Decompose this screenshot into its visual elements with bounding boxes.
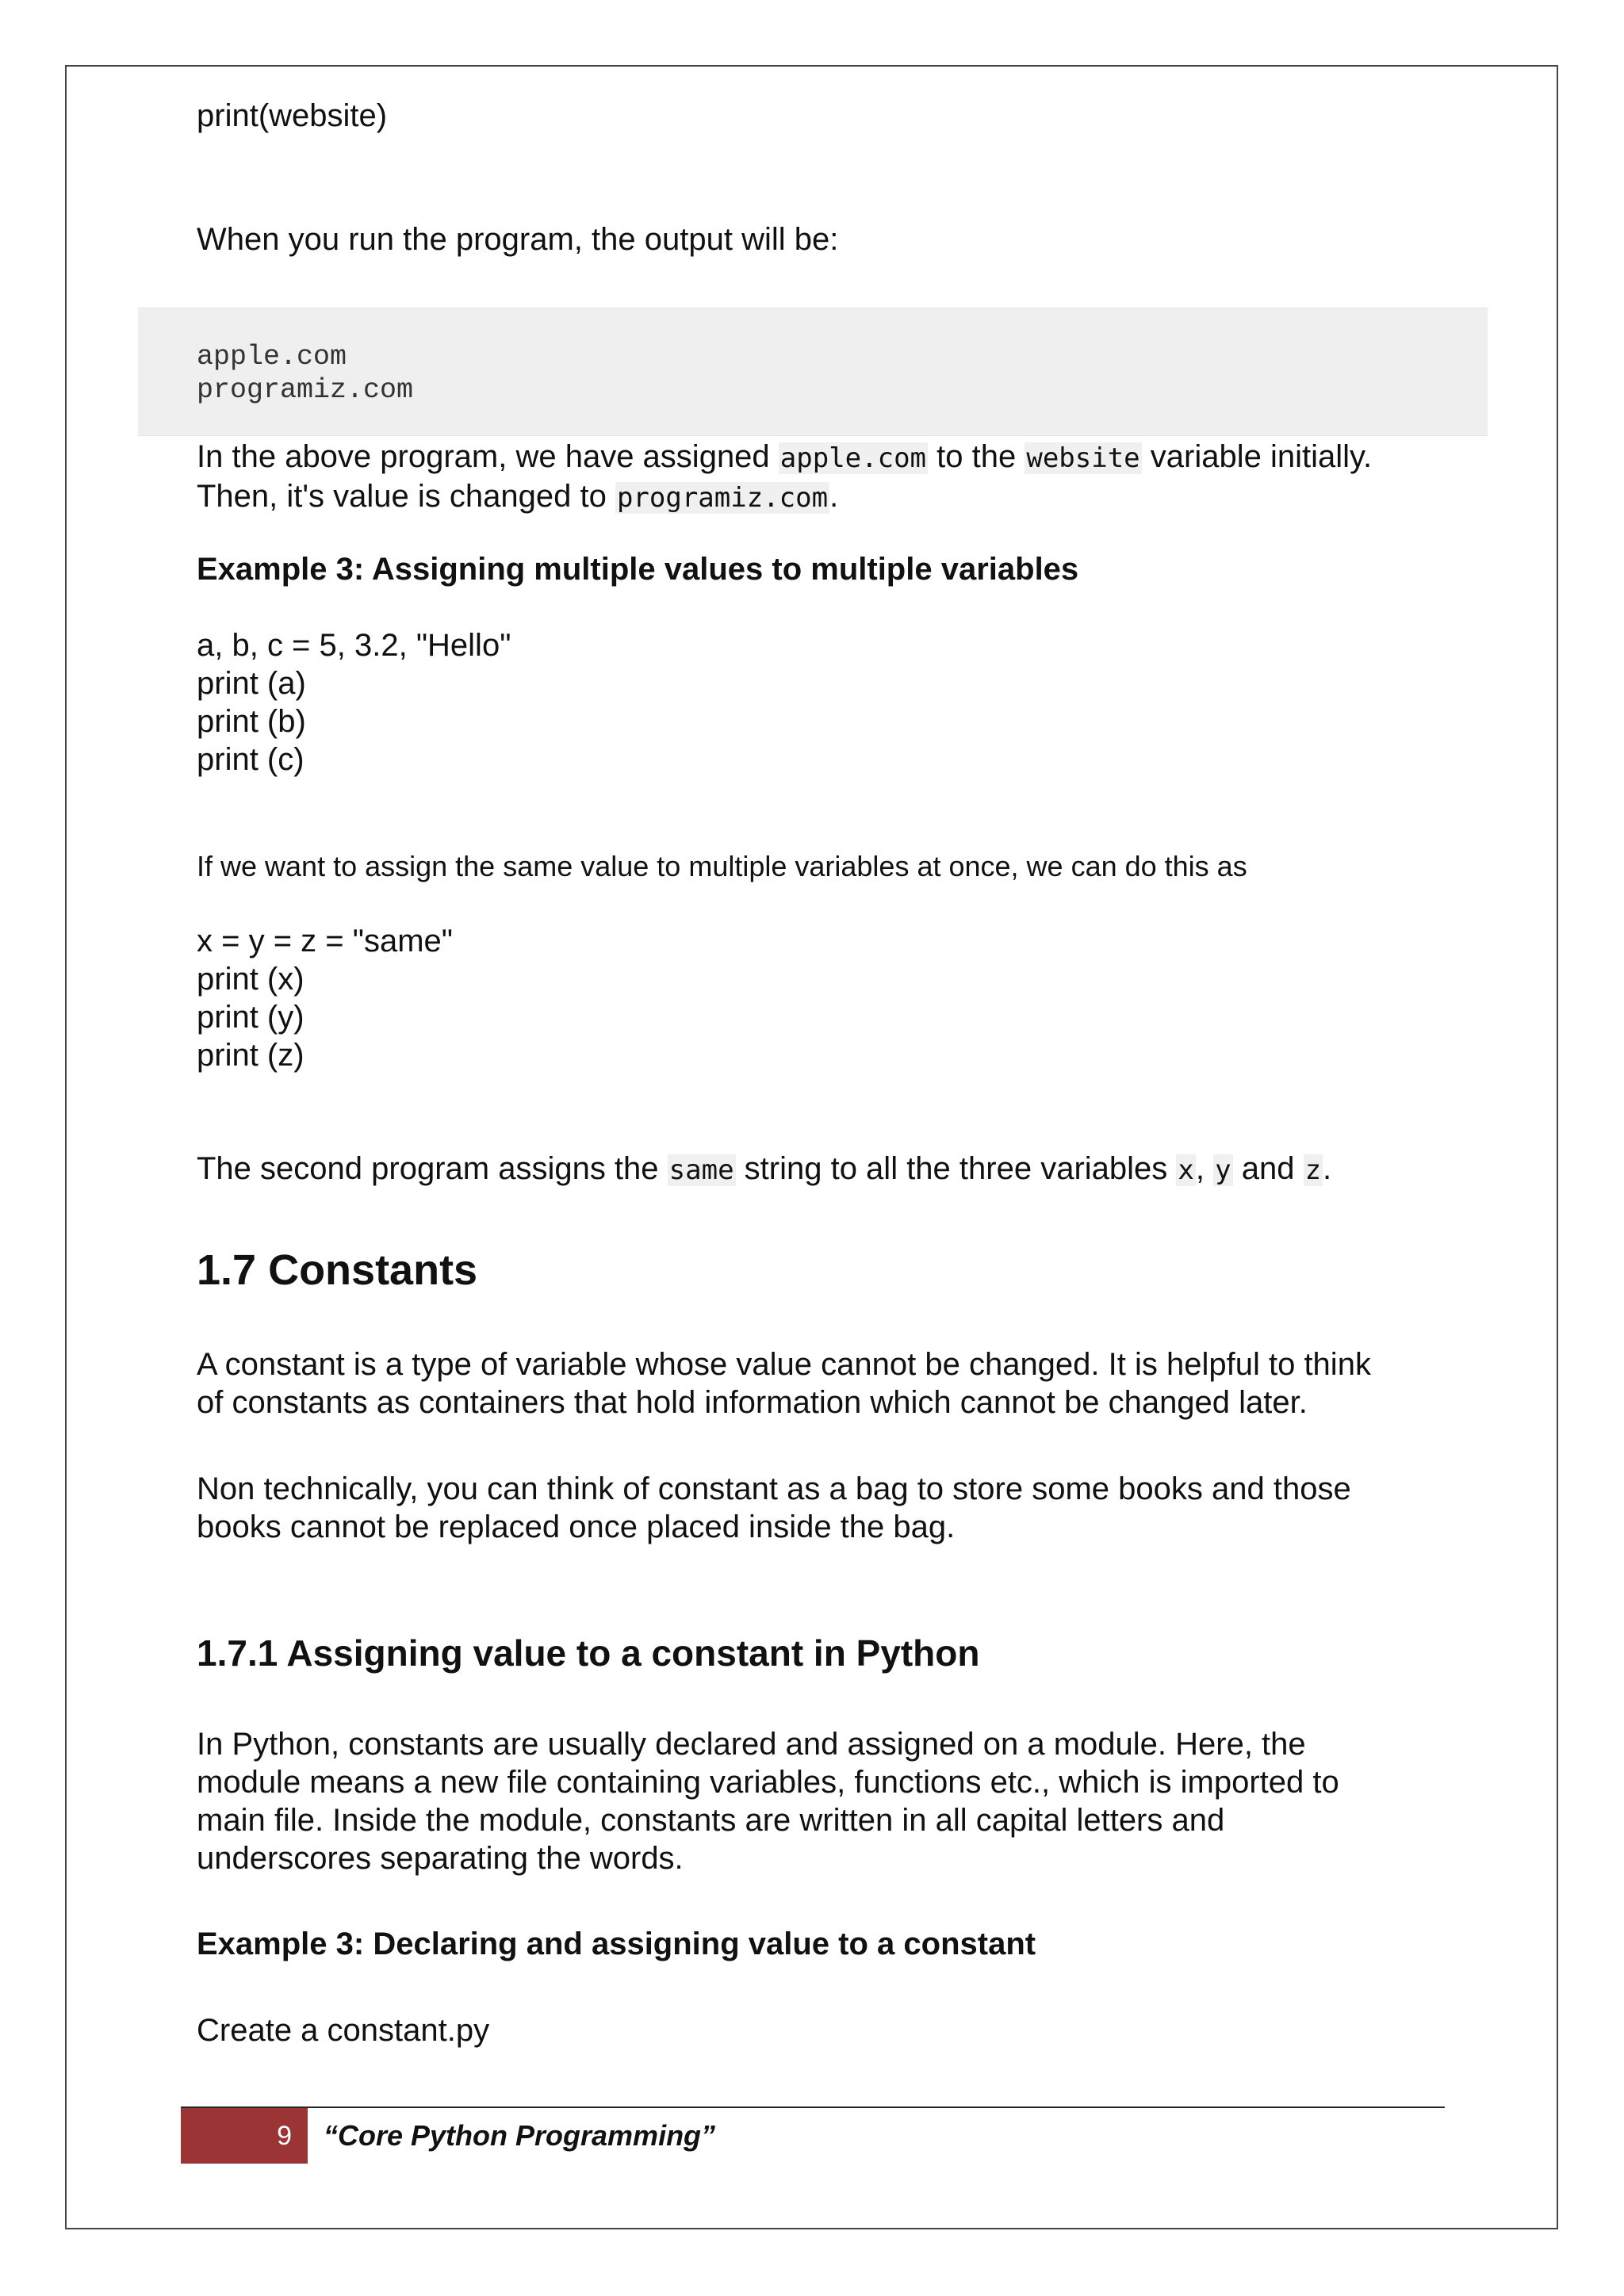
explanation-paragraph: In the above program, we have assigned apple.com to the website variable initially. Then, it's value is changed to programiz.com. (197, 439, 1373, 514)
same-value-code (197, 922, 453, 1074)
inline-code: x (1178, 1154, 1194, 1186)
footer-book-title: “Core Python Programming” (324, 2119, 716, 2152)
inline-code: website (1026, 442, 1140, 474)
code-line: print (z) (197, 1038, 304, 1073)
inline-code: apple.com (779, 442, 927, 474)
constants-paragraph-2: Non technically, you can think of constant as a bag to store some books and those books cannot be replaced once placed inside the bag. (197, 1471, 1351, 1544)
output-line: programiz.com (197, 374, 414, 406)
code-line: print (c) (197, 742, 304, 777)
example-3-declaring-heading: Example 3: Declaring and assigning value to a constant (197, 1927, 1036, 1961)
inline-code: same (668, 1154, 734, 1186)
module-paragraph: In Python, constants are usually declared and assigned on a module. Here, the module means a new file containing variables, functions etc., which is imported to main file. Inside the module, constants are written in all capital letters and underscores separating the words. (197, 1727, 1339, 1876)
section-heading-constants: 1.7 Constants (197, 1246, 478, 1294)
code-line: print (y) (197, 1000, 304, 1035)
inline-code: z (1304, 1154, 1322, 1186)
code-line: x = y = z = "same" (197, 924, 453, 959)
same-value-intro-text: If we want to assign the same value to multiple variables at once, we can do this as (197, 850, 1247, 882)
code-line: a, b, c = 5, 3.2, "Hello" (197, 628, 511, 663)
subsection-heading: 1.7.1 Assigning value to a constant in Python (197, 1632, 980, 1674)
code-line: print (a) (197, 666, 306, 701)
page-number: 9 (277, 2121, 292, 2151)
constants-paragraph-1: A constant is a type of variable whose value cannot be changed. It is helpful to think of constants as containers that hold information which cannot be changed later. (197, 1347, 1371, 1420)
create-constant-file-text: Create a constant.py (197, 2013, 490, 2048)
example-3-code (197, 626, 511, 779)
example-3-heading: Example 3: Assigning multiple values to multiple variables (197, 552, 1079, 587)
output-code-block (138, 308, 1488, 436)
inline-code: programiz.com (616, 482, 829, 514)
second-program-paragraph: The second program assigns the same string to all the three variables x, y and z. (197, 1151, 1332, 1186)
code-line: print (b) (197, 704, 306, 739)
output-line: apple.com (197, 341, 347, 373)
inline-code: y (1215, 1154, 1231, 1186)
code-line: print (x) (197, 962, 304, 997)
code-line-print-website: print(website) (197, 98, 388, 133)
output-intro-text: When you run the program, the output will be: (197, 222, 839, 257)
